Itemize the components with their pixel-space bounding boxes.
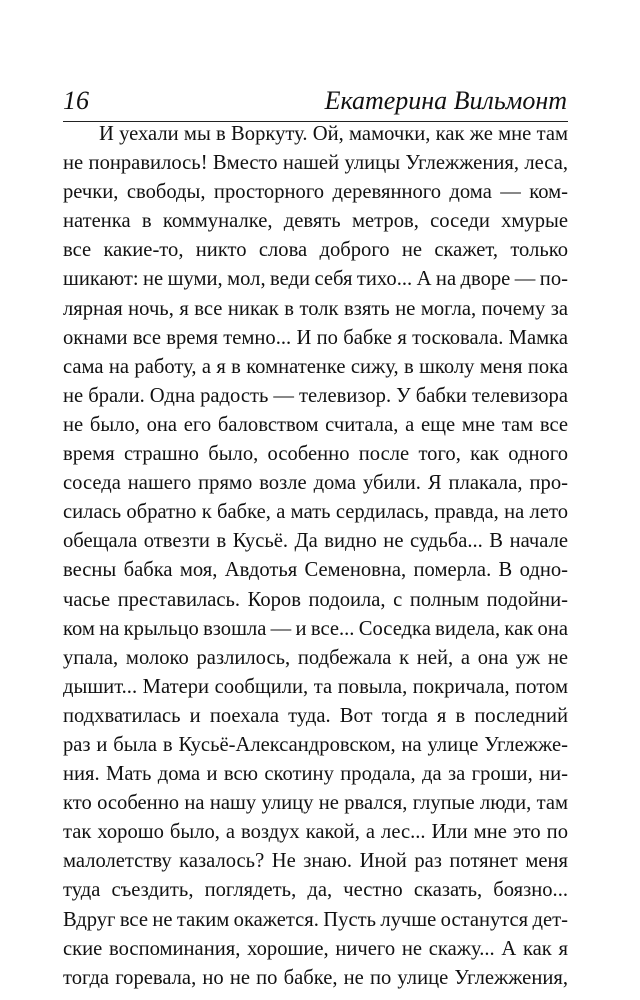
text-line: не понравилось! Вместо нашей улицы Углежжения, леса,: [63, 152, 568, 175]
text-line: не было, она его баловством считала, а еще мне там все: [63, 413, 568, 436]
text-line: туда съездить, поглядеть, да, честно сказать, боязно...: [63, 879, 568, 902]
text-line: ские воспоминания, хорошие, ничего не скажу... А как я: [63, 937, 568, 960]
text-line: часье преставилась. Коров подоила, с полным подойни-: [63, 588, 568, 611]
page-number: 16: [63, 86, 89, 115]
text-line: ком на крыльцо взошла — и все... Соседка видела, как она: [63, 617, 568, 640]
text-line: раз и была в Кусьё-Александровском, на улице Углежже-: [63, 733, 568, 756]
running-head: [63, 84, 567, 118]
text-line: все какие-то, никто слова доброго не скажет, только: [63, 239, 568, 262]
text-line: окнами все время темно... И по бабке я тосковала. Мамка: [63, 326, 568, 349]
text-line: дышит... Матери сообщили, та повыла, покричала, потом: [63, 675, 568, 698]
text-line: малолетству казалось? Не знаю. Иной раз потянет меня: [63, 850, 568, 873]
text-line: тогда горевала, но не по бабке, не по улице Углежжения,: [63, 966, 568, 989]
running-head-author: Екатерина Вильмонт: [324, 86, 567, 115]
text-line: сама на работу, а я в комнатенке сижу, в школу меня пока: [63, 355, 568, 378]
text-line: лярная ночь, я все никак в толк взять не могла, почему за: [63, 297, 568, 320]
text-line: силась обратно к бабке, а мать сердилась, правда, на лето: [63, 501, 568, 524]
text-line: соседа нашего прямо возле дома убили. Я плакала, про-: [63, 472, 568, 495]
text-line: натенка в коммуналке, девять метров, соседи хмурые: [63, 210, 568, 233]
body-text: [63, 120, 568, 993]
text-line: весны бабка моя, Авдотья Семеновна, померла. В одно-: [63, 559, 568, 582]
text-line: не брали. Одна радость — телевизор. У бабки телевизора: [63, 384, 568, 407]
text-line: так хорошо было, а воздух какой, а лес... Или мне это по: [63, 821, 568, 844]
text-line: шикают: не шуми, мол, веди себя тихо... А на дворе — по-: [63, 268, 568, 291]
text-line: упала, молоко разлилось, подбежала к ней, а она уж не: [63, 646, 568, 669]
text-line: подхватилась и поехала туда. Вот тогда я в последний: [63, 704, 568, 727]
text-line: обещала отвезти в Кусьё. Да видно не судьба... В начале: [63, 530, 568, 553]
text-line: время страшно было, особенно после того, как одного: [63, 443, 568, 466]
text-line: Вдруг все не таким окажется. Пусть лучше останутся дет-: [63, 908, 568, 931]
text-line: ния. Мать дома и всю скотину продала, да за гроши, ни-: [63, 763, 568, 786]
text-line: речки, свободы, просторного деревянного дома — ком-: [63, 181, 568, 204]
text-line: И уехали мы в Воркуту. Ой, мамочки, как же мне там: [99, 123, 568, 145]
text-line: кто особенно на нашу улицу не рвался, глупые люди, там: [63, 792, 568, 815]
